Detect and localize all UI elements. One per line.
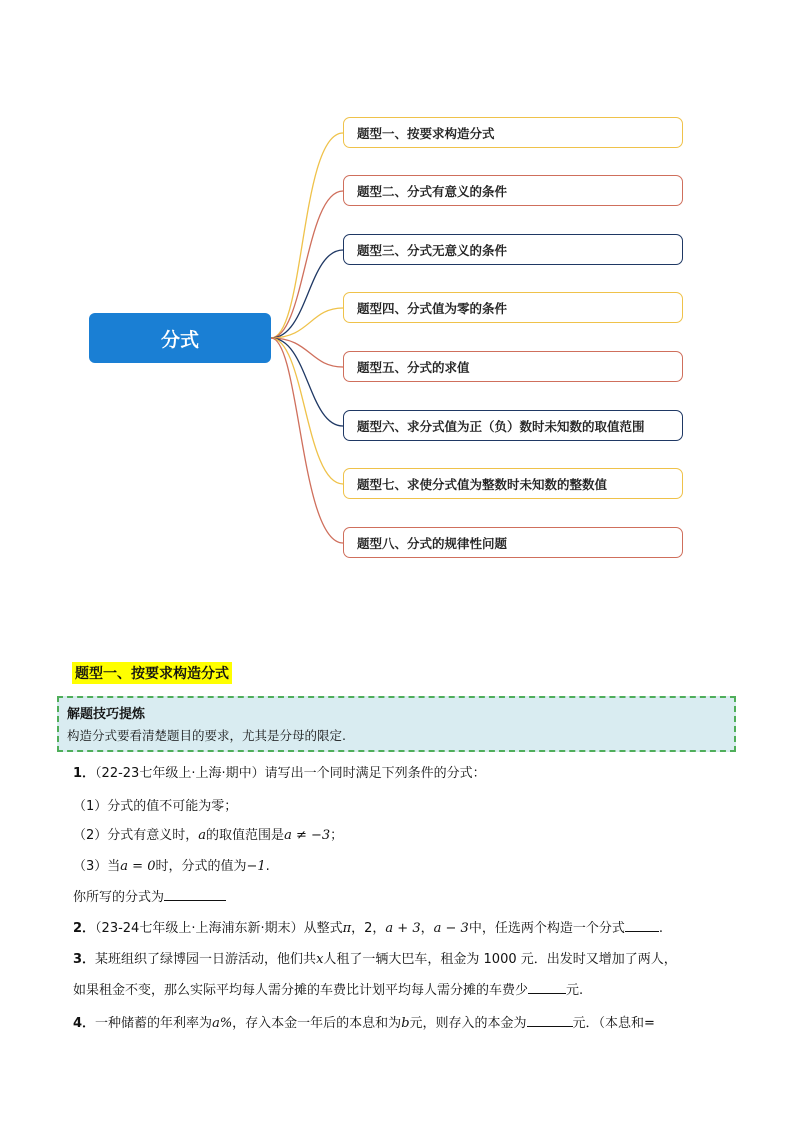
connector-7 <box>271 338 343 484</box>
mindmap-branch-7: 题型七、求使分式值为整数时未知数的整数值 <box>343 468 683 499</box>
tip-body: 构造分式要看清楚题目的要求，尤其是分母的限定. <box>67 728 346 743</box>
q1-c2-expr: a ≠ −3 <box>284 828 331 843</box>
q4-answer-blank[interactable] <box>527 1014 573 1027</box>
q1-c3-text-b: 时，分式的值为 <box>155 859 247 874</box>
q1-c3-text-c: . <box>265 859 270 874</box>
q4-rate: a% <box>212 1016 233 1031</box>
q1-c3-text-a: （3）当 <box>73 859 121 874</box>
mindmap-branch-3: 题型三、分式无意义的条件 <box>343 234 683 265</box>
q1-condition-1-text: （1）分式的值不可能为零； <box>73 799 238 814</box>
section-title: 题型一、按要求构造分式 <box>72 662 232 684</box>
q3-answer-blank[interactable] <box>528 981 566 994</box>
q2 <box>73 917 663 936</box>
q1-answer-label: 你所写的分式为 <box>73 890 165 905</box>
q4-text-d: 元．（本息和= <box>572 1016 655 1031</box>
connector-4 <box>271 308 343 338</box>
q2-text-e: . <box>658 921 663 936</box>
q3-line-1 <box>73 948 677 967</box>
q4-text-a: 一种储蓄的年利率为 <box>95 1016 213 1031</box>
q1-c2-var: a <box>198 828 207 843</box>
q1-stem <box>73 762 486 781</box>
q4-text-b: ，存入本金一年后的本息和为 <box>232 1016 402 1031</box>
tip-box <box>57 696 736 752</box>
q1-condition-1 <box>73 795 237 814</box>
mindmap-branch-5: 题型五、分式的求值 <box>343 351 683 382</box>
q2-text-a: （23-24七年级上·上海浦东新·期末）从整式 <box>95 921 343 936</box>
q3-number: 3． <box>73 952 96 967</box>
connector-1 <box>271 133 343 338</box>
q1-c2-text-b: 的取值范围是 <box>206 828 285 843</box>
q2-answer-blank[interactable] <box>625 919 659 932</box>
q2-text-c: ， <box>420 921 434 936</box>
connector-5 <box>271 338 343 367</box>
mindmap-branch-6: 题型六、求分式值为正（负）数时未知数的取值范围 <box>343 410 683 441</box>
tip-title: 解题技巧提炼 <box>67 707 146 722</box>
q1-c2-text-c: ； <box>330 828 344 843</box>
q1-number: 1． <box>73 766 96 781</box>
q1-condition-3 <box>73 855 270 874</box>
q1-text: （22-23七年级上·上海·期中）请写出一个同时满足下列条件的分式： <box>95 766 486 781</box>
q3-text-b: 人租了一辆大巴车，租金为 1000 元．出发时又增加了两人， <box>323 952 677 967</box>
q2-number: 2． <box>73 921 96 936</box>
q2-expr-2: a − 3 <box>433 921 469 936</box>
mindmap-branch-8: 题型八、分式的规律性问题 <box>343 527 683 558</box>
q3-line2-unit: 元. <box>566 983 584 998</box>
q3-text-a: 某班组织了绿博园一日游活动，他们共 <box>95 952 317 967</box>
q4-text-c: 元，则存入的本金为 <box>409 1016 527 1031</box>
q2-pi: π <box>342 921 352 936</box>
q1-c3-expr: a = 0 <box>120 859 156 874</box>
q3-line-2 <box>73 979 583 998</box>
q3-line2-text: 如果租金不变，那么实际平均每人需分摊的车费比计划平均每人需分摊的车费少 <box>73 983 529 998</box>
mindmap-branch-4: 题型四、分式值为零的条件 <box>343 292 683 323</box>
mindmap-branch-2: 题型二、分式有意义的条件 <box>343 175 683 206</box>
q3-var-x: x <box>316 952 324 967</box>
mindmap-root: 分式 <box>89 313 271 363</box>
mindmap-branch-1: 题型一、按要求构造分式 <box>343 117 683 148</box>
q1-c3-val: −1 <box>246 859 266 874</box>
connector-8 <box>271 338 343 543</box>
q4-var-b: b <box>401 1016 410 1031</box>
q2-expr-1: a + 3 <box>385 921 421 936</box>
q1-c2-text-a: （2）分式有意义时， <box>73 828 199 843</box>
q2-text-b: ，2， <box>351 921 386 936</box>
q1-answer-line <box>73 886 226 905</box>
q2-text-d: 中，任选两个构造一个分式 <box>468 921 625 936</box>
q1-answer-blank[interactable] <box>164 888 226 901</box>
q4 <box>73 1012 655 1031</box>
q4-number: 4． <box>73 1016 96 1031</box>
q1-condition-2 <box>73 824 343 843</box>
